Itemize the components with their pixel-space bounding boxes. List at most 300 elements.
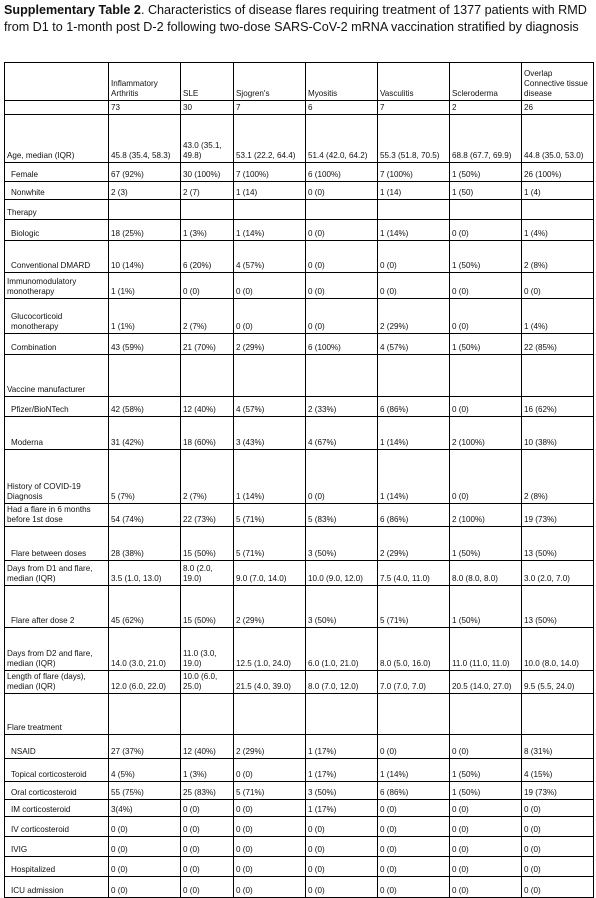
table-cell: 12.0 (6.0, 22.0)	[109, 671, 181, 694]
table-cell: 53.1 (22.2, 64.4)	[234, 115, 306, 163]
table-cell: 45.8 (35.4, 58.3)	[109, 115, 181, 163]
table-cell: 0 (0)	[234, 877, 306, 898]
row-label-text: NSAID	[11, 747, 36, 756]
table-cell: 1 (50)	[450, 182, 522, 200]
table-row	[5, 586, 594, 628]
table-cell: 0 (0)	[450, 800, 522, 817]
table-cell: 0 (0)	[450, 450, 522, 504]
table-cell: 0 (0)	[306, 857, 378, 877]
row-label-text: Length of flare (days), median (IQR)	[7, 672, 86, 691]
table-cell	[181, 694, 234, 735]
row-label-text: ICU admission	[11, 886, 64, 895]
row-label-text: Female	[11, 170, 38, 179]
table-row	[5, 561, 594, 586]
table-cell: 45 (62%)	[109, 586, 181, 628]
column-header-scleroderma: Scleroderma	[450, 63, 522, 101]
table-cell: 0 (0)	[378, 857, 450, 877]
table-cell: 0 (0)	[522, 877, 594, 898]
table-cell	[522, 694, 594, 735]
table-row	[5, 759, 594, 782]
row-label-combination	[5, 334, 109, 355]
row-label-female	[5, 163, 109, 182]
column-header-sjogren-s: Sjogren's	[234, 63, 306, 101]
table-cell	[450, 355, 522, 397]
table-row	[5, 417, 594, 450]
row-label-text: Immunomodulatory monotherapy	[7, 277, 77, 296]
table-cell: 1 (17%)	[306, 800, 378, 817]
table-cell: 4 (57%)	[234, 241, 306, 273]
table-cell: 1 (50%)	[450, 586, 522, 628]
row-label-flare-between-doses	[5, 527, 109, 561]
table-cell: 0 (0)	[522, 837, 594, 857]
table-row	[5, 450, 594, 504]
row-label-hospitalized	[5, 857, 109, 877]
table-row	[5, 115, 594, 163]
table-cell: 0 (0)	[181, 837, 234, 857]
table-cell: 0 (0)	[109, 817, 181, 837]
table-cell: 5 (71%)	[234, 782, 306, 800]
table-cell: 1 (3%)	[181, 759, 234, 782]
table-row	[5, 877, 594, 898]
table-cell: 1 (3%)	[181, 220, 234, 241]
table-row	[5, 735, 594, 759]
row-label-text: IV corticosteroid	[11, 825, 70, 834]
table-cell: 0 (0)	[181, 273, 234, 299]
table-cell: 0 (0)	[109, 837, 181, 857]
row-label-text: Days from D1 and flare, median (IQR)	[7, 564, 93, 583]
table-cell: 14.0 (3.0, 21.0)	[109, 628, 181, 671]
row-label-topical-corticosteroid	[5, 759, 109, 782]
row-label-text: Therapy	[7, 208, 37, 217]
table-row	[5, 220, 594, 241]
table-cell: 0 (0)	[378, 877, 450, 898]
table-cell	[450, 200, 522, 220]
table-row	[5, 163, 594, 182]
row-label-glucocorticoid-monotherapy	[5, 299, 109, 334]
row-label-iv-corticosteroid	[5, 817, 109, 837]
table-cell: 2 (7)	[181, 182, 234, 200]
table-cell: 68.8 (67.7, 69.9)	[450, 115, 522, 163]
table-cell: 0 (0)	[450, 735, 522, 759]
table-cell: 0 (0)	[109, 857, 181, 877]
row-label-text: Nonwhite	[11, 188, 45, 197]
table-cell: 3.0 (2.0, 7.0)	[522, 561, 594, 586]
row-label-text: Days from D2 and flare, median (IQR)	[7, 649, 93, 668]
row-label-vaccine-manufacturer	[5, 355, 109, 397]
table-cell: 10.0 (6.0, 25.0)	[181, 671, 234, 694]
table-cell: 5 (71%)	[234, 527, 306, 561]
table-cell: 20.5 (14.0, 27.0)	[450, 671, 522, 694]
table-cell: 1 (1%)	[109, 273, 181, 299]
column-header-inflammatory-arthritis: Inflammatory Arthritis	[109, 63, 181, 101]
table-row	[5, 355, 594, 397]
table-cell: 1 (50%)	[450, 527, 522, 561]
table-cell: 0 (0)	[306, 220, 378, 241]
row-label-length-of-flare-days-median-iqr	[5, 671, 109, 694]
table-cell: 0 (0)	[234, 273, 306, 299]
table-cell: 1 (50%)	[450, 759, 522, 782]
table-row	[5, 817, 594, 837]
counts-row	[5, 101, 594, 115]
table-cell: 0 (0)	[181, 817, 234, 837]
row-label-text: Age, median (IQR)	[7, 151, 75, 160]
table-body	[5, 63, 594, 898]
counts-label-cell	[5, 101, 109, 115]
row-label-ivig	[5, 837, 109, 857]
table-cell	[306, 355, 378, 397]
table-cell: 1 (4%)	[522, 220, 594, 241]
table-cell: 0 (0)	[450, 397, 522, 417]
table-cell: 0 (0)	[522, 857, 594, 877]
table-cell: 1 (50%)	[450, 334, 522, 355]
row-label-text: Combination	[11, 343, 57, 352]
table-cell: 7 (100%)	[234, 163, 306, 182]
table-cell: 2 (3)	[109, 182, 181, 200]
table-cell: 1 (50%)	[450, 782, 522, 800]
table-cell: 4 (57%)	[234, 397, 306, 417]
table-cell: 28 (38%)	[109, 527, 181, 561]
table-cell: 2 (8%)	[522, 450, 594, 504]
caption-title: Supplementary Table 2	[4, 3, 141, 17]
row-label-nonwhite	[5, 182, 109, 200]
table-cell: 13 (50%)	[522, 586, 594, 628]
table-cell: 2 (33%)	[306, 397, 378, 417]
column-header-sle: SLE	[181, 63, 234, 101]
table-cell: 2 (29%)	[378, 527, 450, 561]
row-label-nsaid	[5, 735, 109, 759]
table-cell: 1 (14%)	[234, 220, 306, 241]
flare-characteristics-table	[4, 62, 594, 898]
table-cell: 0 (0)	[306, 817, 378, 837]
row-label-biologic	[5, 220, 109, 241]
row-label-text: Biologic	[11, 229, 40, 238]
table-cell: 6 (86%)	[378, 397, 450, 417]
table-cell: 1 (50%)	[450, 163, 522, 182]
table-cell: 2 (29%)	[234, 334, 306, 355]
row-label-age-median-iqr	[5, 115, 109, 163]
table-cell: 22 (85%)	[522, 334, 594, 355]
table-cell: 21.5 (4.0, 39.0)	[234, 671, 306, 694]
row-label-text: IM corticosteroid	[11, 805, 71, 814]
table-cell	[234, 694, 306, 735]
table-cell: 0 (0)	[234, 817, 306, 837]
table-cell: 31 (42%)	[109, 417, 181, 450]
table-row	[5, 527, 594, 561]
row-label-text: Had a flare in 6 months before 1st dose	[7, 505, 91, 524]
table-cell: 2 (100%)	[450, 417, 522, 450]
header-row	[5, 63, 594, 101]
table-cell: 0 (0)	[450, 817, 522, 837]
table-cell: 7.0 (7.0, 7.0)	[378, 671, 450, 694]
table-cell	[450, 694, 522, 735]
table-cell: 2 (8%)	[522, 241, 594, 273]
table-cell: 8 (31%)	[522, 735, 594, 759]
table-cell: 18 (60%)	[181, 417, 234, 450]
count-cell: 26	[522, 101, 594, 115]
table-cell: 1 (14)	[378, 182, 450, 200]
table-cell: 11.0 (11.0, 11.0)	[450, 628, 522, 671]
table-cell: 0 (0)	[378, 837, 450, 857]
table-cell: 67 (92%)	[109, 163, 181, 182]
table-cell: 1 (4)	[522, 182, 594, 200]
column-header-overlap-connective-tissue-disease: Overlap Connective tissue disease	[522, 63, 594, 101]
table-cell: 0 (0)	[450, 299, 522, 334]
table-cell: 4 (5%)	[109, 759, 181, 782]
table-row	[5, 857, 594, 877]
table-cell	[109, 355, 181, 397]
table-cell	[234, 355, 306, 397]
table-cell: 4 (67%)	[306, 417, 378, 450]
table-row	[5, 628, 594, 671]
row-label-text: Topical corticosteroid	[11, 770, 87, 779]
row-label-conventional-dmard	[5, 241, 109, 273]
row-label-text: Conventional DMARD	[11, 261, 91, 270]
table-cell: 0 (0)	[378, 800, 450, 817]
table-cell: 2 (7%)	[181, 299, 234, 334]
table-cell: 8.0 (7.0, 12.0)	[306, 671, 378, 694]
table-cell: 0 (0)	[234, 759, 306, 782]
table-cell: 6 (20%)	[181, 241, 234, 273]
table-cell: 4 (15%)	[522, 759, 594, 782]
table-cell: 0 (0)	[450, 220, 522, 241]
table-cell: 8.0 (2.0, 19.0)	[181, 561, 234, 586]
table-cell: 5 (7%)	[109, 450, 181, 504]
table-row	[5, 837, 594, 857]
table-cell: 6 (86%)	[378, 782, 450, 800]
row-label-text: Flare treatment	[7, 723, 62, 732]
row-label-text: Vaccine manufacturer	[7, 385, 86, 394]
table-cell: 0 (0)	[306, 182, 378, 200]
table-cell: 0 (0)	[378, 817, 450, 837]
count-cell: 2	[450, 101, 522, 115]
table-cell: 2 (7%)	[181, 450, 234, 504]
table-cell: 0 (0)	[306, 837, 378, 857]
table-cell: 0 (0)	[522, 273, 594, 299]
table-cell: 25 (83%)	[181, 782, 234, 800]
row-label-text: History of COVID-19 Diagnosis	[7, 482, 81, 501]
table-cell: 3 (50%)	[306, 586, 378, 628]
table-cell: 10 (14%)	[109, 241, 181, 273]
table-cell: 10.0 (9.0, 12.0)	[306, 561, 378, 586]
table-caption	[4, 2, 590, 35]
table-cell: 43.0 (35.1, 49.8)	[181, 115, 234, 163]
table-cell	[181, 200, 234, 220]
table-cell: 0 (0)	[450, 857, 522, 877]
table-cell: 2 (100%)	[450, 504, 522, 527]
table-cell: 0 (0)	[181, 877, 234, 898]
table-cell: 1 (1%)	[109, 299, 181, 334]
table-cell: 5 (71%)	[234, 504, 306, 527]
row-label-im-corticosteroid	[5, 800, 109, 817]
table-cell	[522, 355, 594, 397]
table-cell: 1 (14%)	[378, 417, 450, 450]
table-cell: 8.0 (8.0, 8.0)	[450, 561, 522, 586]
row-label-text: Oral corticosteroid	[11, 788, 77, 797]
table-cell: 2 (29%)	[234, 735, 306, 759]
table-cell	[234, 200, 306, 220]
table-cell: 1 (50%)	[450, 241, 522, 273]
table-cell: 0 (0)	[378, 273, 450, 299]
table-cell: 2 (29%)	[378, 299, 450, 334]
table-cell	[378, 355, 450, 397]
row-label-days-from-d2-and-flare-median-iqr	[5, 628, 109, 671]
table-cell: 0 (0)	[234, 837, 306, 857]
table-cell: 3(4%)	[109, 800, 181, 817]
table-cell: 55 (75%)	[109, 782, 181, 800]
table-row	[5, 299, 594, 334]
table-cell: 27 (37%)	[109, 735, 181, 759]
table-cell: 51.4 (42.0, 64.2)	[306, 115, 378, 163]
table-cell: 0 (0)	[234, 857, 306, 877]
count-cell: 30	[181, 101, 234, 115]
table-cell: 6.0 (1.0, 21.0)	[306, 628, 378, 671]
table-cell: 54 (74%)	[109, 504, 181, 527]
table-cell: 0 (0)	[109, 877, 181, 898]
table-cell: 1 (17%)	[306, 735, 378, 759]
table-cell: 7 (100%)	[378, 163, 450, 182]
table-cell: 5 (71%)	[378, 586, 450, 628]
table-cell: 16 (62%)	[522, 397, 594, 417]
column-header-myositis: Myositis	[306, 63, 378, 101]
table-cell: 3.5 (1.0, 13.0)	[109, 561, 181, 586]
table-cell: 10 (38%)	[522, 417, 594, 450]
row-label-history-of-covid-19-diagnosis	[5, 450, 109, 504]
table-cell: 44.8 (35.0, 53.0)	[522, 115, 594, 163]
table-cell: 6 (86%)	[378, 504, 450, 527]
table-cell: 5 (83%)	[306, 504, 378, 527]
table-cell: 19 (73%)	[522, 782, 594, 800]
table-row	[5, 782, 594, 800]
table-cell: 0 (0)	[378, 241, 450, 273]
table-cell: 4 (57%)	[378, 334, 450, 355]
table-cell: 3 (50%)	[306, 527, 378, 561]
table-row	[5, 200, 594, 220]
table-cell: 7.5 (4.0, 11.0)	[378, 561, 450, 586]
table-cell: 42 (58%)	[109, 397, 181, 417]
row-label-text: Glucocorticoid monotherapy	[11, 312, 63, 331]
table-cell: 13 (50%)	[522, 527, 594, 561]
table-cell: 8.0 (5.0, 16.0)	[378, 628, 450, 671]
table-cell	[306, 694, 378, 735]
table-cell: 1 (14%)	[378, 759, 450, 782]
table-cell: 12 (40%)	[181, 397, 234, 417]
table-cell: 9.0 (7.0, 14.0)	[234, 561, 306, 586]
table-cell: 18 (25%)	[109, 220, 181, 241]
table-cell: 0 (0)	[306, 241, 378, 273]
table-cell: 0 (0)	[306, 877, 378, 898]
table-cell: 6 (100%)	[306, 334, 378, 355]
row-label-flare-treatment	[5, 694, 109, 735]
table-row	[5, 241, 594, 273]
row-label-had-a-flare-in-6-months-before-1st-dose	[5, 504, 109, 527]
table-cell: 1 (17%)	[306, 759, 378, 782]
table-cell: 1 (4%)	[522, 299, 594, 334]
table-row	[5, 694, 594, 735]
table-row	[5, 504, 594, 527]
table-cell	[109, 200, 181, 220]
table-row	[5, 800, 594, 817]
table-cell	[109, 694, 181, 735]
row-label-text: Flare between doses	[11, 549, 87, 558]
table-cell: 21 (70%)	[181, 334, 234, 355]
table-cell: 26 (100%)	[522, 163, 594, 182]
table-cell: 0 (0)	[306, 273, 378, 299]
table-cell: 12 (40%)	[181, 735, 234, 759]
count-cell: 73	[109, 101, 181, 115]
row-label-moderna	[5, 417, 109, 450]
table-cell: 43 (59%)	[109, 334, 181, 355]
table-row	[5, 671, 594, 694]
table-cell: 0 (0)	[234, 800, 306, 817]
table-cell: 6 (100%)	[306, 163, 378, 182]
table-cell	[181, 355, 234, 397]
table-cell	[378, 694, 450, 735]
count-cell: 6	[306, 101, 378, 115]
count-cell: 7	[378, 101, 450, 115]
table-cell: 0 (0)	[181, 800, 234, 817]
table-cell: 1 (14%)	[378, 450, 450, 504]
row-label-text: Pfizer/BioNTech	[11, 405, 69, 414]
table-cell: 0 (0)	[522, 817, 594, 837]
table-cell: 1 (14%)	[234, 450, 306, 504]
table-cell: 19 (73%)	[522, 504, 594, 527]
table-cell: 15 (50%)	[181, 527, 234, 561]
table-row	[5, 182, 594, 200]
table-cell: 9.5 (5.5, 24.0)	[522, 671, 594, 694]
table-cell: 30 (100%)	[181, 163, 234, 182]
row-label-days-from-d1-and-flare-median-iqr	[5, 561, 109, 586]
table-cell: 3 (43%)	[234, 417, 306, 450]
table-cell: 10.0 (8.0, 14.0)	[522, 628, 594, 671]
table-cell: 11.0 (3.0, 19.0)	[181, 628, 234, 671]
row-label-text: Hospitalized	[11, 865, 56, 874]
table-cell: 0 (0)	[450, 273, 522, 299]
table-cell: 1 (14)	[234, 182, 306, 200]
table-cell: 3 (50%)	[306, 782, 378, 800]
table-cell: 0 (0)	[306, 299, 378, 334]
table-cell: 0 (0)	[234, 299, 306, 334]
table-cell: 2 (29%)	[234, 586, 306, 628]
table-cell: 55.3 (51.8, 70.5)	[378, 115, 450, 163]
count-cell: 7	[234, 101, 306, 115]
row-label-pfizer-biontech	[5, 397, 109, 417]
row-label-therapy	[5, 200, 109, 220]
table-cell	[378, 200, 450, 220]
table-cell	[306, 200, 378, 220]
row-label-immunomodulatory-monotherapy	[5, 273, 109, 299]
table-row	[5, 334, 594, 355]
table-cell: 0 (0)	[181, 857, 234, 877]
table-cell: 15 (50%)	[181, 586, 234, 628]
table-cell	[522, 200, 594, 220]
table-row	[5, 273, 594, 299]
row-label-oral-corticosteroid	[5, 782, 109, 800]
row-label-flare-after-dose-2	[5, 586, 109, 628]
table-cell: 1 (14%)	[378, 220, 450, 241]
header-corner-cell	[5, 63, 109, 101]
table-cell: 0 (0)	[306, 450, 378, 504]
row-label-text: IVIG	[11, 845, 28, 854]
table-cell: 0 (0)	[450, 877, 522, 898]
table-cell: 12.5 (1.0, 24.0)	[234, 628, 306, 671]
table-cell: 0 (0)	[450, 837, 522, 857]
table-cell: 0 (0)	[522, 800, 594, 817]
row-label-text: Moderna	[11, 438, 43, 447]
table-row	[5, 397, 594, 417]
row-label-icu-admission	[5, 877, 109, 898]
table-cell: 0 (0)	[378, 735, 450, 759]
column-header-vasculitis: Vasculitis	[378, 63, 450, 101]
